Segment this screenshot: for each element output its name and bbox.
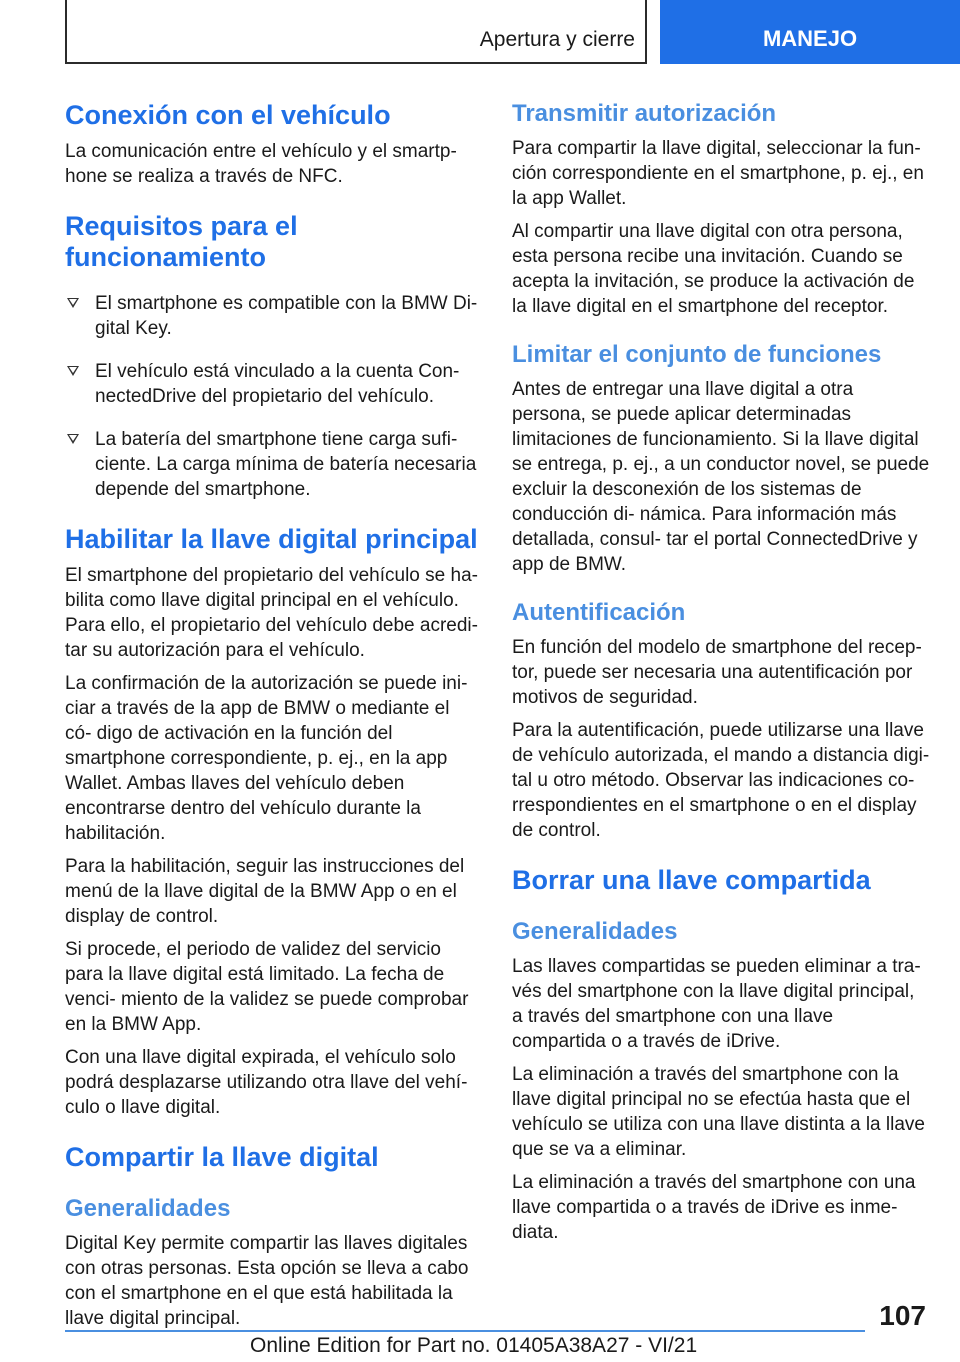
subheading-autentificacion: Autentificación (512, 599, 686, 626)
paragraph: Digital Key permite compartir las llaves digitales con otras personas. Esta opción se lleva a cabo con el smartphone en el que está habilitada la llave digital principal. (65, 1233, 469, 1329)
paragraph: Si procede, el periodo de validez del servicio para la llave digital está limitado. La fecha de venci‐ miento de la validez se puede comprobar en la BMW App. (65, 939, 469, 1035)
paragraph: Para compartir la llave digital, seleccionar la fun‐ ción correspondiente en el smartphone, p. ej., en la app Wallet. (512, 138, 924, 209)
paragraph: Las llaves compartidas se pueden eliminar a tra‐ vés del smartphone con la llave digital principal, a través del smartphone con una llave compartida o a través de iDrive. (512, 956, 921, 1052)
paragraph: Para la habilitación, seguir las instrucciones del menú de la llave digital de la BMW App o en el display de control. (65, 856, 465, 927)
subheading-transmitir: Transmitir autorización (512, 100, 777, 127)
footer-rule (65, 1330, 865, 1332)
subheading-generalidades: Generalidades (65, 1195, 231, 1222)
heading-conexion: Conexión con el vehículo (65, 100, 391, 130)
paragraph: Para la autentificación, puede utilizarse una llave de vehículo autorizada, el mando a distancia digi‐ tal u otro método. Observar las indicaciones co‐ rrespondientes en el smartphone o en el display de control. (512, 720, 930, 841)
paragraph: En función del modelo de smartphone del recep‐ tor, puede ser necesaria una autentificación por motivos de seguridad. (512, 637, 922, 708)
page-number: 107 (879, 1300, 926, 1331)
triangle-bullet-icon (67, 298, 79, 308)
heading-requisitos: Requisitos para el funcionamiento (65, 211, 298, 272)
left-column (65, 100, 479, 1331)
requirements-list (65, 291, 479, 502)
heading-borrar: Borrar una llave compartida (512, 865, 871, 895)
paragraph: Antes de entregar una llave digital a otra persona, se puede aplicar determinadas limitaciones de funcionamiento. Si la llave digital se entrega, p. ej., a un conductor novel, se puede excluir la desconexión de los sistemas de conducción di‐ námica. Para información más detallada, consul‐ tar el portal ConnectedDrive y app de BMW. (512, 379, 930, 575)
paragraph: Al compartir una llave digital con otra persona, esta persona recibe una invitación. Cuando se acepta la invitación, se produce la activación de la llave digital en el smartphone del receptor. (512, 221, 915, 317)
right-column (512, 100, 930, 1245)
list-item: El vehículo está vinculado a la cuenta Con‐ nectedDrive del propietario del vehículo. (65, 359, 479, 409)
heading-habilitar: Habilitar la llave digital principal (65, 524, 478, 554)
section-title: Apertura y cierre (479, 28, 635, 51)
paragraph: La comunicación entre el vehículo y el smartp‐ hone se realiza a través de NFC. (65, 141, 457, 187)
chapter-tab[interactable] (660, 0, 960, 64)
chapter-tab-label: MANEJO (762, 26, 858, 51)
edition-footer: Online Edition for Part no. 01405A38A27 - VI/21 (250, 1334, 698, 1357)
subheading-limitar: Limitar el conjunto de funciones (512, 341, 882, 368)
triangle-bullet-icon (67, 434, 79, 444)
paragraph: La eliminación a través del smartphone con una llave compartida o a través de iDrive es inme‐ diata. (512, 1172, 916, 1243)
paragraph: La confirmación de la autorización se puede ini‐ ciar a través de la app de BMW o mediante el có‐ digo de activación en la función del smartphone correspondiente, p. ej., en la app Wallet. Ambas llaves del vehículo deben encontrarse dentro del vehículo durante la habilitación. (65, 673, 468, 844)
list-item: El smartphone es compatible con la BMW Di‐ gital Key. (65, 291, 479, 341)
paragraph: El smartphone del propietario del vehículo se ha‐ bilita como llave digital principal en el vehículo. Para ello, el propietario del vehículo debe acredi‐ tar su autorización para el vehículo. (65, 565, 478, 661)
subheading-generalidades: Generalidades (512, 918, 678, 945)
triangle-bullet-icon (67, 366, 79, 376)
paragraph: Con una llave digital expirada, el vehículo solo podrá desplazarse utilizando otra llave del vehí‐ culo o llave digital. (65, 1047, 468, 1118)
paragraph: La eliminación a través del smartphone con la llave digital principal no se efectúa hasta que el vehículo se utiliza con una llave distinta a la llave que se va a eliminar. (512, 1064, 925, 1160)
heading-compartir: Compartir la llave digital (65, 1142, 379, 1172)
list-item: La batería del smartphone tiene carga sufi‐ ciente. La carga mínima de batería necesaria depende del smartphone. (65, 427, 479, 502)
